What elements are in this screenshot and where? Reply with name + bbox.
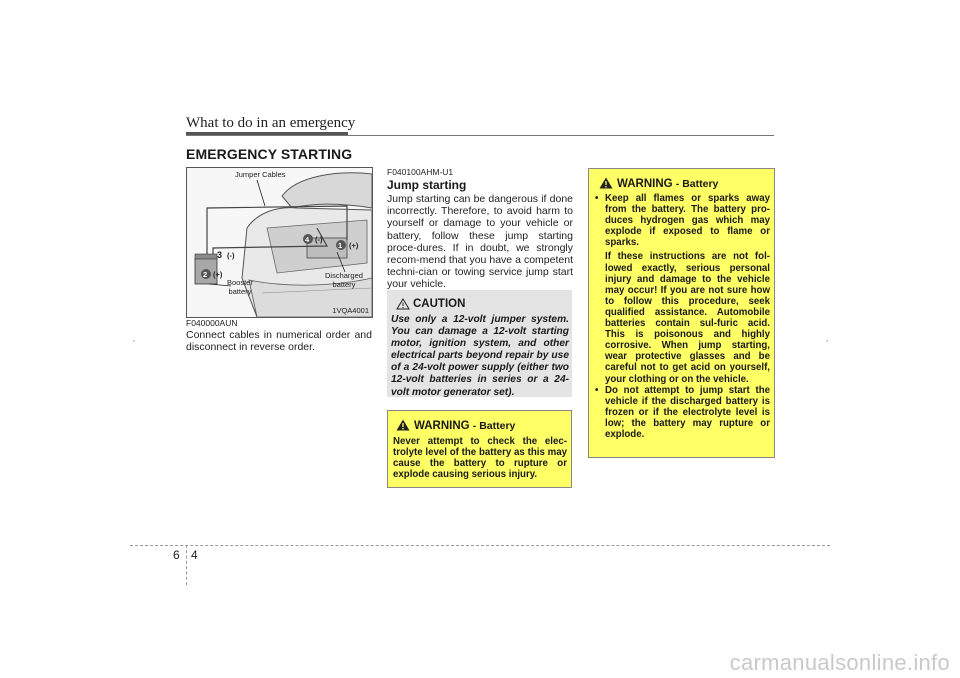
warning-battery-body [594,193,770,440]
list-item [594,385,770,440]
marker-2: 2 [203,270,208,279]
marker-4: 4 [305,235,310,244]
warning-heading [617,178,718,190]
label-jumper-cables: Jumper Cables [235,170,286,179]
watermark: carmanualsonline.info [729,650,950,675]
left-reference-code: F040000AUN [186,318,238,328]
warning-heading [414,420,515,432]
crop-mark [826,340,828,342]
marker-3: 3 [217,250,223,260]
section-title: EMERGENCY STARTING [186,146,353,162]
list-item [594,193,770,385]
warning-box-electrolyte [387,410,572,488]
warning-item-flames: Keep all flames or sparks away from the battery. The battery pro-duces hydrogen gas which may explode if exposed to flame or sparks. [605,193,770,249]
jump-starting-title: Jump starting [387,178,467,192]
middle-reference-code: F040100AHM-U1 [387,167,454,177]
label-discharged-battery: Discharged battery [325,271,363,289]
warning-triangle-icon [396,419,410,431]
chapter-header-title: What to do in an emergency [186,115,356,131]
warning-item-instructions: If these instructions are not fol-lowed exactly, serious personal injury and damage to the vehicle may occur! If you are not sure how to follow this procedure, seek qualified assistance. Automobile batteries contain sul-furic acid. This is poisonous and highly corrosive. When jump starting, wear protective glasses and be careful not to get acid on yourself, your clothing or on the vehicle. [605,251,770,385]
warning-subtitle: - Battery [675,178,719,190]
warning-triangle-icon [599,177,613,189]
warning-electrolyte-text: Never attempt to check the elec-trolyte level of the battery as this may cause the battery to rupture or explode causing serious injury. [393,436,567,481]
car-trunk-illustration [187,168,372,317]
caution-title: CAUTION [413,298,466,310]
marker-1: 1 [338,241,343,250]
left-instruction-text: Connect cables in numerical order and disconnect in reverse order. [186,329,372,354]
warning-list [594,193,770,440]
marker-minus-ground: (-) [315,235,323,244]
jump-start-figure [186,167,373,318]
marker-plus-booster: (+) [213,270,223,279]
marker-minus-booster: (-) [227,251,235,260]
figure-code: 1VQA4001 [332,306,369,315]
jump-starting-text: Jump starting can be dangerous if done incorrectly. Therefore, to avoid harm to yourself or damage to your vehicle or battery, follow these jump starting proce-dures. If in doubt, we strongly recom-mend that you have a competent techni-cian or towing service jump start your vehicle. [387,193,573,291]
warning-item-frozen: Do not attempt to jump start the vehicle if the discharged battery is frozen or if the electrolyte level is low; the battery may rupture or explode. [605,384,770,440]
warning-box-battery [588,168,775,458]
warning-title: WARNING [414,420,470,432]
crop-mark [133,340,135,342]
caution-box [387,290,572,397]
header-rule-thin [186,135,774,136]
warning-subtitle: - Battery [472,420,516,432]
chapter-number: 6 [173,548,180,562]
label-booster-battery: Booster battery [227,278,253,296]
caution-text: Use only a 12-volt jumper system. You can damage a 12-volt starting motor, ignition system, and other electrical parts beyond repair by use of a 24-volt power supply (either two 12-volt batteries in series or a 24-volt motor generator set). [391,314,569,398]
marker-plus-discharged: (+) [349,241,359,250]
warning-title: WARNING [617,178,673,190]
footer-divider [186,545,187,585]
footer-rule [130,545,830,546]
page-number: 4 [191,548,198,562]
caution-triangle-icon [396,298,410,310]
